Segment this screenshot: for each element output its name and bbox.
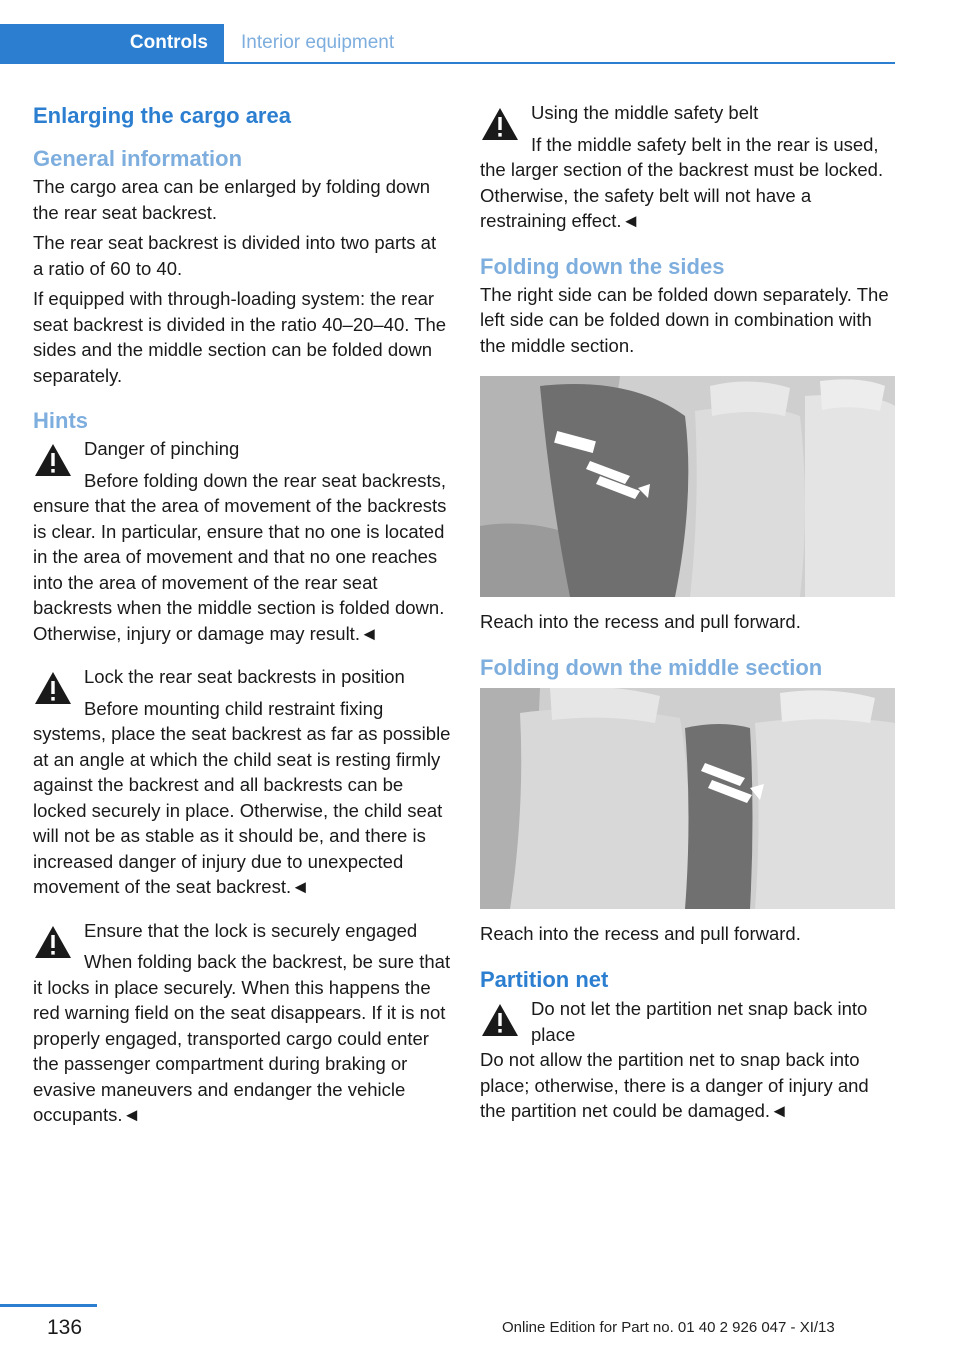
warning-triangle-icon <box>33 924 73 960</box>
right-column <box>480 100 896 1124</box>
middle-caption: Reach into the recess and pull forward. <box>480 922 801 944</box>
tab-controls[interactable]: Controls <box>0 24 224 62</box>
warning-lock-backrests <box>33 664 451 690</box>
seat-illustration-middle <box>480 688 895 909</box>
warning-pinching <box>33 436 451 462</box>
warning-middle-belt <box>480 100 896 126</box>
sides-paragraph: The right side can be folded down separately. The left side can be folded down in combination with the middle section. <box>480 283 889 356</box>
general-paragraph-2: The rear seat backrest is divided into two parts at a ratio of 60 to 40. <box>33 232 437 279</box>
hints-heading: Hints <box>33 408 88 433</box>
sides-caption: Reach into the recess and pull forward. <box>480 611 801 632</box>
warning-title: Danger of pinching <box>84 438 240 459</box>
partition-net-paragraph: Do not allow the partition net to snap back into place; otherwise, there is a danger of injury and the partition net could be damaged.◄ <box>480 1049 869 1121</box>
sides-heading: Folding down the sides <box>480 253 725 279</box>
tab-interior-equipment[interactable]: Interior equipment <box>241 32 395 53</box>
seat-illustration-sides <box>480 376 895 597</box>
middle-heading: Folding down the middle section <box>480 654 823 680</box>
warning-body: Before mounting child restraint fixing systems, place the seat backrest as far as possible at an angle at which the child seat is resting firmly against the backrest and all backrests can be locked securely in place. Otherwise, the child seat will not be as stable as it should be, and there is increased danger of injury due to unexpected movement of the seat backrest.◄ <box>33 697 451 897</box>
warning-title: Lock the rear seat backrests in position <box>84 666 405 687</box>
warning-body: Before folding down the rear seat backrests, ensure that the area of movement of the backrests is clear. In particular, ensure that no one is located in the area of movement and that no one reaches into the area of movement of the rear seat backrests when the middle section is folded down. Otherwise, injury or damage may result.◄ <box>33 469 447 644</box>
seat-photo-middle <box>480 688 895 909</box>
warning-body: When folding back the backrest, be sure that it locks in place securely. When this happens the red warning field on the seat disappears. If it is not properly engaged, transported cargo could enter the passenger compartment during braking or evasive maneuvers and endanger the vehicle occupants.◄ <box>33 951 451 1125</box>
warning-title: Ensure that the lock is securely engaged <box>84 919 418 941</box>
general-paragraph-1: The cargo area can be enlarged by folding down the rear seat backrest. <box>33 176 430 223</box>
section-title: Enlarging the cargo area <box>33 103 291 128</box>
page-number: 136 <box>47 1316 83 1339</box>
left-column <box>33 100 451 1128</box>
edition-note: Online Edition for Part no. 01 40 2 926 047 - XI/13 <box>502 1319 835 1336</box>
header-tab-bar <box>0 24 895 64</box>
general-paragraph-3: If equipped with through-loading system: the rear seat backrest is divided in the ratio 40–20–40. The sides and the middle section can be folded down separately. <box>33 288 447 386</box>
footer-accent-line <box>0 1304 97 1307</box>
warning-triangle-icon <box>480 1002 520 1038</box>
general-heading: General information <box>33 146 243 171</box>
warning-lock-engaged <box>33 918 451 944</box>
warning-triangle-icon <box>480 106 520 142</box>
warning-triangle-icon <box>33 442 73 478</box>
partition-net-heading: Partition net <box>480 967 609 992</box>
warning-body: If the middle safety belt in the rear is used, the larger section of the backrest must be locked. Otherwise, the safety belt will not have a restraining effect.◄ <box>480 133 884 231</box>
warning-triangle-icon <box>33 670 73 706</box>
warning-partition-net <box>480 996 896 1047</box>
warning-title: Using the middle safety belt <box>531 102 759 123</box>
seat-photo-sides <box>480 376 895 597</box>
warning-title: Do not let the partition net snap back into place <box>531 998 868 1045</box>
